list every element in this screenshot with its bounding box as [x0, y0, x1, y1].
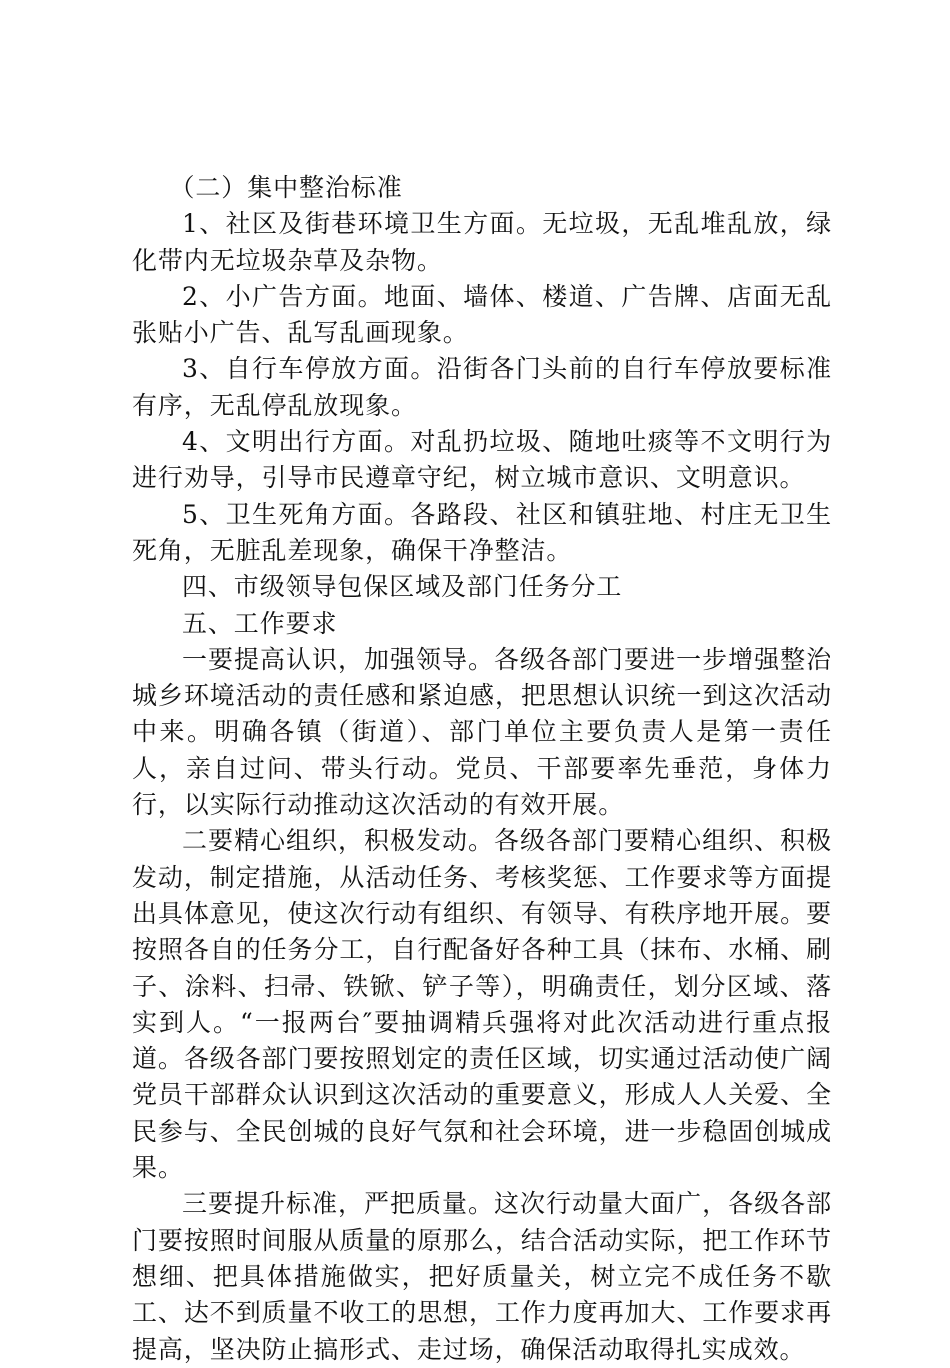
paragraph-item-1: 1、社区及街巷环境卫生方面。无垃圾，无乱堆乱放，绿化带内无垃圾杂草及杂物。 — [132, 209, 832, 275]
paragraph-item-2: 2、小广告方面。地面、墙体、楼道、广告牌、店面无乱张贴小广告、乱写乱画现象。 — [132, 281, 832, 348]
paragraph-requirement-3: 三要提升标准，严把质量。这次行动量大面广，各级各部门要按照时间服从质量的原那么，结合活动实际，把工作环节想细、把具体措施做实，把好质量关，树立完不成任务不歇工、达不到质量不收工的思想，工作力度再加大、工作要求再提高，坚决防止搞形式、走过场，确保活动取得扎实成效。 — [132, 1189, 832, 1364]
section-heading-task-division: 四、市级领导包保区域及部门任务分工 — [182, 572, 623, 602]
document-body — [132, 170, 832, 1368]
paragraph-item-3: 3、自行车停放方面。沿街各门头前的自行车停放要标准有序，无乱停乱放现象。 — [132, 354, 832, 420]
paragraph-requirement-2: 二要精心组织，积极发动。各级各部门要精心组织、积极发动，制定措施，从活动任务、考核奖惩、工作要求等方面提出具体意见，使这次行动有组织、有领导、有秩序地开展。要按照各自的任务分工，自行配备好各种工具（抹布、水桶、刷子、涂料、扫帚、铁锨、铲子等），明确责任，划分区域、落实到人。“一报两台″要抽调精兵强将对此次活动进行重点报道。各级各部门要按照划定的责任区域，切实通过活动使广阔党员干部群众认识到这次活动的重要意义，形成人人关爱、全民参与、全民创城的良好气氛和社会环境，进一步稳固创城成果。 — [132, 826, 832, 1183]
section-heading-standards: （二）集中整治标准 — [169, 173, 403, 202]
paragraph-item-4: 4、文明出行方面。对乱扔垃圾、随地吐痰等不文明行为进行劝导，引导市民遵章守纪，树立城市意识、文明意识。 — [132, 427, 832, 493]
paragraph-requirement-1: 一要提高认识，加强领导。各级各部门要进一步增强整治城乡环境活动的责任感和紧迫感，把思想认识统一到这次活动中来。明确各镇（街道）、部门单位主要负责人是第一责任人，亲自过问、带头行动。党员、干部要率先垂范，身体力行，以实际行动推动这次活动的有效开展。 — [132, 644, 832, 820]
paragraph-item-5: 5、卫生死角方面。各路段、社区和镇驻地、村庄无卫生死角，无脏乱差现象，确保干净整洁。 — [132, 499, 832, 565]
section-heading-work-requirements: 五、工作要求 — [182, 608, 338, 638]
